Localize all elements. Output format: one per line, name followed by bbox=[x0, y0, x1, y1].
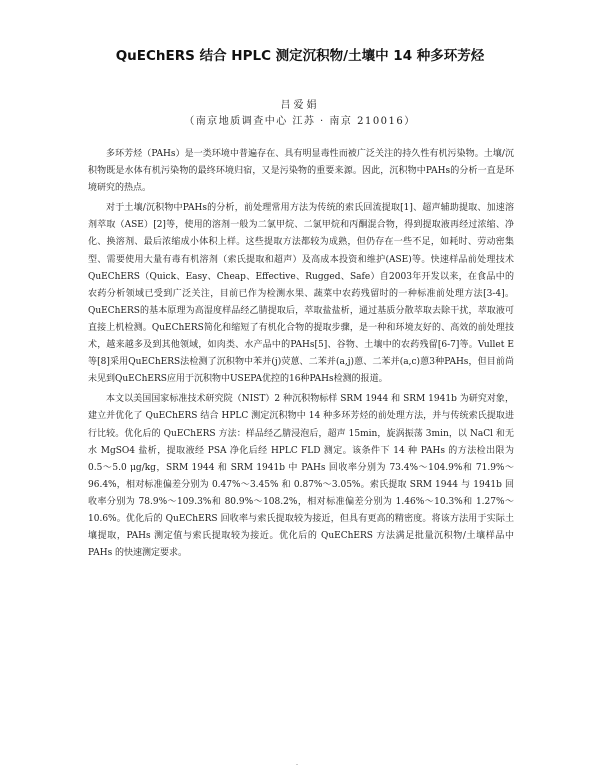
paragraph-intro: 多环芳烃（PAHs）是一类环境中普遍存在、具有明显毒性而被广泛关注的持久性有机污染物。土壤/沉积物既是水体有机污染物的最终环境归宿，又是污染物的重要来源。因此，沉积物中PAHs的分析一直是环境研究的热点。 bbox=[88, 149, 514, 194]
abstract-body bbox=[88, 146, 514, 565]
page-mark: - bbox=[296, 761, 299, 768]
paper-title: QuEChERS 结合 HPLC 测定沉积物/土壤中 14 种多环芳烃 bbox=[115, 48, 485, 64]
paragraph-methods-review: 对于土壤/沉积物中PAHs的分析，前处理常用方法为传统的索氏回流提取[1]、超声辅助提取、加速溶剂萃取（ASE）[2]等，使用的溶剂一般为二氯甲烷、二氯甲烷和丙酮混合物，得到提取液再经过浓缩、净化、换溶剂、最后浓缩成小体积上样。这些提取方法都较为成熟，但仍存在一些不足，如耗时、劳动密集型、需要使用大量有毒有机溶剂（索氏提取和超声）及高成本投资和维护(ASE)等。快速样品前处理技术QuEChERS（Quick、Easy、Cheap、Effective、Rugged、Safe）自2003年开发以来，在食品中的农药分析领域已受到广泛关注，目前已作为检测水果、蔬菜中农药残留时的一种标准前处理方法[3-4]。QuEChERS的基本原理为高湿度样品经乙腈提取后，萃取盐盐析，通过基质分散萃取去除干扰，萃取液可直接上机检测。QuEChERS简化和缩短了有机化合物的提取步骤，是一种和环境友好的、高效的前处理技术，越来越多及到其他领域，如肉类、水产品中的PAHs[5]、谷物、土壤中的农药残留[6-7]等。Vullet E等[8]采用QuEChERS法检测了沉积物中苯并(j)荧蒽、二苯并(a,j)蒽、二苯并(a,c)蒽3种PAHs，但目前尚未见到QuEChERS应用于沉积物中USEPA优控的16种PAHs检测的报道。 bbox=[88, 203, 514, 385]
author-name: 吕爱娟 bbox=[280, 100, 320, 111]
author-affiliation: （南京地质调查中心 江苏 · 南京 210016） bbox=[184, 116, 416, 127]
paragraph-study-summary: 本文以美国国家标准技术研究院（NIST）2 种沉积物标样 SRM 1944 和 SRM 1941b 为研究对象，建立并优化了 QuEChERS 结合 HPLC 测定沉积物中 14 种多环芳烃的前处理方法，并与传统索氏提取进行比较。优化后的 QuEChERS 方法：样品经乙腈浸泡后，超声 15min，旋涡振荡 3min，以 NaCl 和无水 MgSO4 盐析，提取液经 PSA 净化后经 HPLC FLD 测定。该条件下 14 种 PAHs 的方法检出限为 0.5～5.0 μg/kg，SRM 1944 和 SRM 1941b 中 PAHs 回收率分别为 73.4%～104.9%和 71.9%～96.4%，相对标准偏差分别为 0.47%～3.45% 和 0.87%～3.05%。索氏提取 SRM 1944 与 1941b 回收率分别为 78.9%～109.3%和 80.9%～108.2%，相对标准偏差分别为 1.46%～10.3%和 1.27%～10.6%。优化后的 QuEChERS 回收率与索氏提取较为接近，但具有更高的精密度。将该方法用于实际土壤提取，PAHs 测定值与索氏提取较为接近。优化后的 QuEChERS 方法满足批量沉积物/土壤样品中 PAHs 的快速测定要求。 bbox=[88, 394, 514, 559]
